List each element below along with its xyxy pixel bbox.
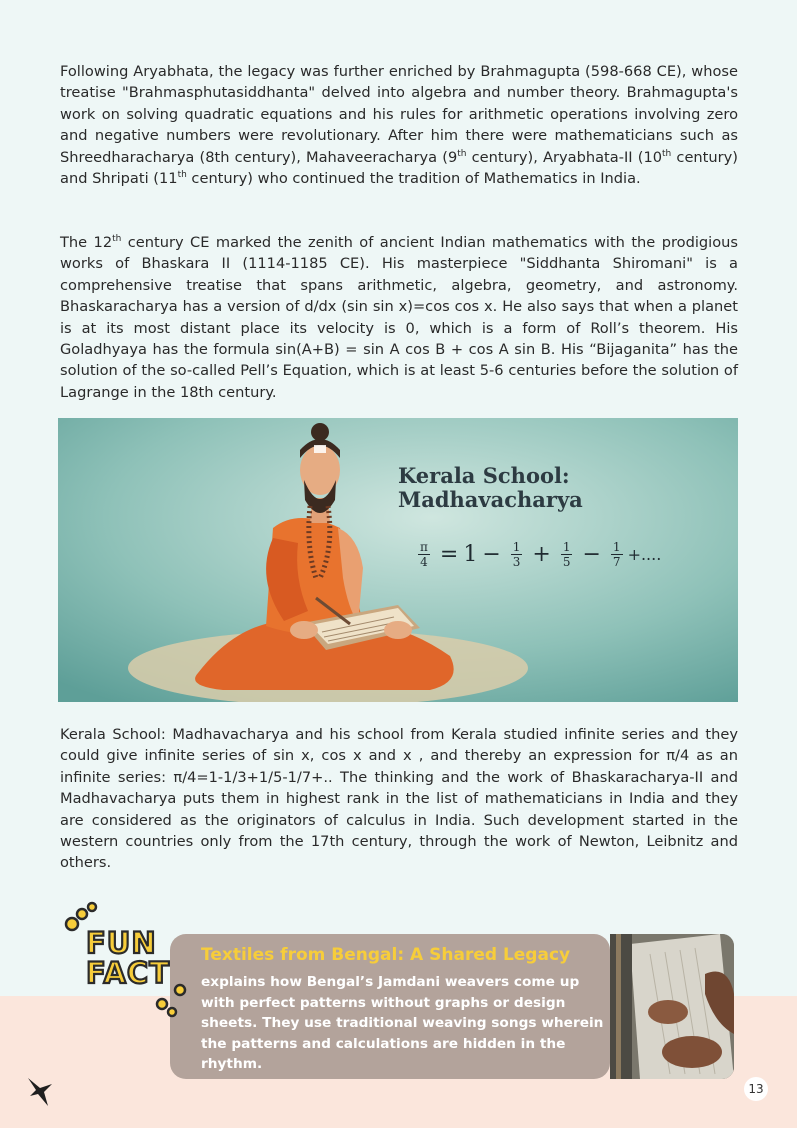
madhavacharya-illustration [58,418,738,702]
fun-badge-word-1: FUN [86,926,157,960]
madhava-pi-series: $\frac{\pi}{4}$ = 1 − $\frac{1}{3}$ + $\frac{1}{5}$ − $\frac{1}{7}$ +.... [420,539,662,569]
paragraph-brahmagupta: Following Aryabhata, the legacy was further enriched by Brahmagupta (598-668 CE), whose treatise "Brahmasphutasiddhanta" delved into algebra and number theory. Brahmagupta's work on solving quadratic equations and his rules for arithmetic operations involving zero and negative numbers were revolutionary. After him there were mathematicians such as Shreedharacharya (8th century), Mahaveeracharya (9th century), Aryabhata-II (10th century) and Shripati (11th century) who continued the tradition of Mathematics in India. [60,63,738,188]
illustration-title-line2: Madhavacharya [398,487,583,512]
weaving-photo [610,934,734,1079]
fraction-pi-over-4: $\frac{\pi}{4}$ [420,539,428,569]
fraction-1-over-5: $\frac{1}{5}$ [562,539,571,569]
illustration-title-line1: Kerala School: [398,463,570,488]
fun-badge-word-2: FACT [86,956,170,990]
loom-image [610,934,734,1079]
fun-fact-body: explains how Bengal’s Jamdani weavers come up with perfect patterns without graphs or design sheets. They use traditional weaving songs wherein the patterns and calculations are hidden in the rhythm. [201,974,604,1073]
fun-fact-title: Textiles from Bengal: A Shared Legacy [201,945,571,965]
paragraph-bhaskara: The 12th century CE marked the zenith of ancient Indian mathematics with the prodigious works of Bhaskara II (1114-1185 CE). His masterpiece "Siddhanta Shiromani" is a comprehensive treatise that spans arithmetic, algebra, geometry, and astronomy. Bhaskaracharya has a version of d/dx (sin sin x)=cos cos x. He also says that when a planet is at its most distant place its velocity is 0, which is a form of Roll’s theorem. His Goladhyaya has the formula sin(A+B) = sin A cos B + cos A sin B. His “Bijaganita” has the solution of the so-called Pell’s Equation, which is at least 5-6 centuries before the solution of Lagrange in the 18th century. [60,234,738,401]
bird-logo-icon [26,1074,54,1108]
fraction-1-over-7: $\frac{1}{7}$ [612,539,621,569]
fraction-1-over-3: $\frac{1}{3}$ [512,539,521,569]
paragraph-kerala-school: Kerala School: Madhavacharya and his school from Kerala studied infinite series and they could give infinite series of sin x, cos x and x , and thereby an expression for π/4 as an infinite series: π/4=1-1/3+1/5-1/7+.. The thinking and the work of Bhaskaracharya-II and Madhavacharya puts them in highest rank in the list of mathematicians in India and they are considered as the originators of calculus in India. Such development started in the western countries only from the 17th century, through the work of Newton, Leibnitz and others. [60,726,738,872]
page-number: 13 [744,1077,768,1101]
